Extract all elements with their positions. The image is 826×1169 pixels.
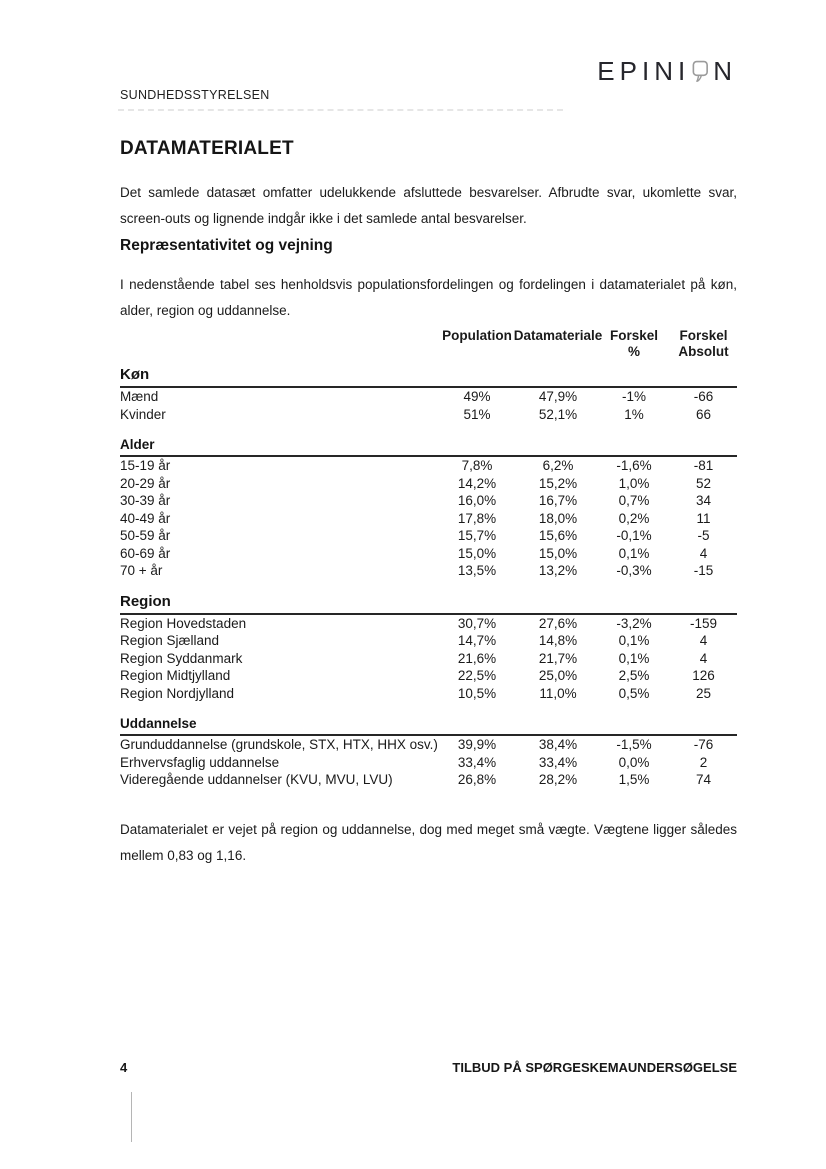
cell-forskel-absolut: 4 xyxy=(699,545,708,561)
column-header-label: Forskel xyxy=(609,328,659,343)
cell-forskel-pct: -1% xyxy=(621,389,646,404)
cell-forskel-absolut: 11 xyxy=(696,510,711,526)
cell-forskel-absolut: 2 xyxy=(699,754,708,770)
logo-text-left: EPINI xyxy=(597,56,691,86)
cell-forskel-pct: 1,0% xyxy=(618,475,650,491)
column-header-label: Forskel xyxy=(679,328,728,343)
cell-forskel-absolut: 126 xyxy=(692,668,715,683)
row-label: Kvinder xyxy=(120,406,166,422)
row-label: Erhvervsfaglig uddannelse xyxy=(120,754,280,770)
cell-forskel-absolut: 4 xyxy=(699,650,708,666)
cell-forskel-absolut: -81 xyxy=(693,458,714,473)
cell-population: 49% xyxy=(463,389,491,404)
cell-datamateriale: 18,0% xyxy=(538,510,578,526)
scan-artifact-line xyxy=(131,1092,132,1142)
cell-population: 15,7% xyxy=(457,528,497,543)
cell-population: 14,7% xyxy=(457,633,497,648)
column-header-label: Absolut xyxy=(678,344,729,359)
cell-forskel-absolut: 34 xyxy=(695,493,712,508)
logo-text-right: N xyxy=(713,56,737,86)
cell-forskel-absolut: 52 xyxy=(695,475,712,491)
table-section-region xyxy=(120,593,737,703)
table-row xyxy=(120,771,737,789)
cell-datamateriale: 15,2% xyxy=(538,475,578,491)
section-title: Uddannelse xyxy=(120,715,737,736)
column-header-label: % xyxy=(627,344,640,359)
section-intro-paragraph: I nedenstående tabel ses henholdsvis populationsfordelingen og fordelingen i datamaterialet på køn, alder, region og uddannelse. xyxy=(120,277,737,318)
cell-population: 26,8% xyxy=(457,772,497,787)
cell-population: 39,9% xyxy=(457,737,497,752)
epinion-logo xyxy=(597,56,737,87)
table-row xyxy=(120,492,737,510)
scan-smudge-artifact xyxy=(118,109,563,111)
cell-datamateriale: 28,2% xyxy=(538,772,578,787)
weighting-note: Datamaterialet er vejet på region og uddannelse, dog med meget små vægte. Vægtene ligger således mellem 0,83 og 1,16. xyxy=(120,821,737,863)
cell-population: 21,6% xyxy=(457,650,497,666)
table-header-row xyxy=(120,328,737,360)
cell-population: 13,5% xyxy=(457,563,497,578)
cell-forskel-pct: 0,1% xyxy=(618,633,650,648)
cell-population: 15,0% xyxy=(457,545,497,561)
cell-population: 30,7% xyxy=(457,615,497,631)
table-row xyxy=(120,457,737,475)
cell-forskel-pct: -0,1% xyxy=(616,528,652,543)
row-label: 30-39 år xyxy=(120,493,171,508)
row-label: 20-29 år xyxy=(120,475,171,491)
table-row xyxy=(120,388,737,406)
cell-population: 22,5% xyxy=(457,668,497,683)
cell-datamateriale: 15,6% xyxy=(538,528,578,543)
cell-forskel-pct: -3,2% xyxy=(616,615,652,631)
cell-population: 51% xyxy=(463,406,491,422)
footer-report-title: TILBUD PÅ SPØRGESKEMAUNDERSØGELSE xyxy=(452,1060,737,1075)
row-label: 50-59 år xyxy=(120,528,171,543)
cell-forskel-absolut: -76 xyxy=(693,737,714,752)
row-label: 15-19 år xyxy=(120,458,171,473)
section-title: Region xyxy=(120,593,737,615)
section-heading: Repræsentativitet og vejning xyxy=(120,237,333,254)
cell-datamateriale: 25,0% xyxy=(538,668,578,683)
cell-forskel-pct: -0,3% xyxy=(616,563,652,578)
page-title: DATAMATERIALET xyxy=(120,138,294,159)
cell-forskel-pct: 1,5% xyxy=(618,772,650,787)
table-row xyxy=(120,650,737,668)
table-row xyxy=(120,527,737,545)
row-label: 70 + år xyxy=(120,563,163,578)
section-title: Køn xyxy=(120,366,737,388)
cell-forskel-absolut: 25 xyxy=(695,685,712,701)
cell-datamateriale: 38,4% xyxy=(538,737,578,752)
cell-datamateriale: 27,6% xyxy=(538,615,578,631)
column-header-datamateriale xyxy=(513,328,603,360)
column-header-forskel-absolut xyxy=(670,328,737,360)
cell-forskel-pct: 1% xyxy=(624,406,644,422)
column-header-label: Datamateriale xyxy=(513,328,603,343)
table-section-kon xyxy=(120,366,737,423)
table-row xyxy=(120,754,737,772)
row-label: Region Hovedstaden xyxy=(120,615,247,631)
cell-forskel-pct: 2,5% xyxy=(618,668,650,683)
cell-datamateriale: 47,9% xyxy=(538,389,578,404)
column-header-population xyxy=(436,328,518,360)
table-row xyxy=(120,510,737,528)
column-header-empty xyxy=(120,328,436,360)
cell-forskel-pct: 0,5% xyxy=(618,685,650,701)
cell-forskel-absolut: -159 xyxy=(689,615,718,631)
row-label: Region Syddanmark xyxy=(120,650,243,666)
cell-forskel-pct: -1,6% xyxy=(616,458,652,473)
cell-datamateriale: 13,2% xyxy=(538,563,578,578)
cell-forskel-pct: 0,0% xyxy=(618,754,650,770)
cell-forskel-absolut: -15 xyxy=(693,563,714,578)
table-row xyxy=(120,406,737,424)
page-footer xyxy=(120,1060,737,1075)
cell-forskel-pct: -1,5% xyxy=(616,737,652,752)
cell-population: 10,5% xyxy=(457,685,497,701)
cell-population: 16,0% xyxy=(457,493,497,508)
cell-forskel-absolut: -5 xyxy=(697,528,710,543)
cell-population: 33,4% xyxy=(457,754,497,770)
table-section-alder xyxy=(120,436,737,580)
row-label: Region Midtjylland xyxy=(120,668,231,683)
cell-forskel-absolut: -66 xyxy=(693,389,714,404)
cell-forskel-absolut: 74 xyxy=(695,772,712,787)
cell-forskel-pct: 0,2% xyxy=(618,510,650,526)
cell-datamateriale: 52,1% xyxy=(538,406,578,422)
cell-datamateriale: 16,7% xyxy=(538,493,578,508)
column-header-forskel-pct xyxy=(598,328,670,360)
row-label: Grunduddannelse (grundskole, STX, HTX, HHX osv.) xyxy=(120,737,438,752)
table-row xyxy=(120,562,737,580)
cell-population: 14,2% xyxy=(457,475,497,491)
speech-bubble-o-icon xyxy=(690,56,713,86)
org-name: SUNDHEDSSTYRELSEN xyxy=(120,88,270,102)
cell-forskel-absolut: 4 xyxy=(699,633,708,648)
table-section-uddannelse xyxy=(120,715,737,789)
row-label: 60-69 år xyxy=(120,545,171,561)
cell-forskel-pct: 0,1% xyxy=(618,650,650,666)
cell-forskel-absolut: 66 xyxy=(695,406,712,422)
intro-paragraph: Det samlede datasæt omfatter udelukkende afsluttede besvarelser. Afbrudte svar, ukomlette svar, screen-outs og lignende indgår ikke i det samlede antal besvarelser. xyxy=(120,185,737,226)
table-row xyxy=(120,667,737,685)
cell-datamateriale: 6,2% xyxy=(542,458,574,473)
row-label: Region Sjælland xyxy=(120,633,220,648)
table-row xyxy=(120,685,737,703)
cell-forskel-pct: 0,7% xyxy=(618,493,650,508)
table-row xyxy=(120,615,737,633)
content-column xyxy=(120,138,737,869)
section-title: Alder xyxy=(120,436,737,457)
cell-datamateriale: 11,0% xyxy=(539,685,577,701)
column-header-label: Population xyxy=(442,328,512,343)
cell-datamateriale: 14,8% xyxy=(538,633,578,648)
row-label: 40-49 år xyxy=(120,510,171,526)
table-row xyxy=(120,545,737,563)
cell-datamateriale: 33,4% xyxy=(538,754,578,770)
table-row xyxy=(120,632,737,650)
cell-population: 17,8% xyxy=(457,510,497,526)
cell-forskel-pct: 0,1% xyxy=(618,545,650,561)
representativity-table xyxy=(120,328,737,789)
page-number: 4 xyxy=(120,1060,128,1075)
row-label: Mænd xyxy=(120,389,159,404)
cell-datamateriale: 21,7% xyxy=(538,650,578,666)
row-label: Region Nordjylland xyxy=(120,685,235,701)
table-row xyxy=(120,475,737,493)
cell-population: 7,8% xyxy=(461,458,493,473)
table-row xyxy=(120,736,737,754)
cell-datamateriale: 15,0% xyxy=(538,545,578,561)
row-label: Videregående uddannelser (KVU, MVU, LVU) xyxy=(120,772,393,787)
